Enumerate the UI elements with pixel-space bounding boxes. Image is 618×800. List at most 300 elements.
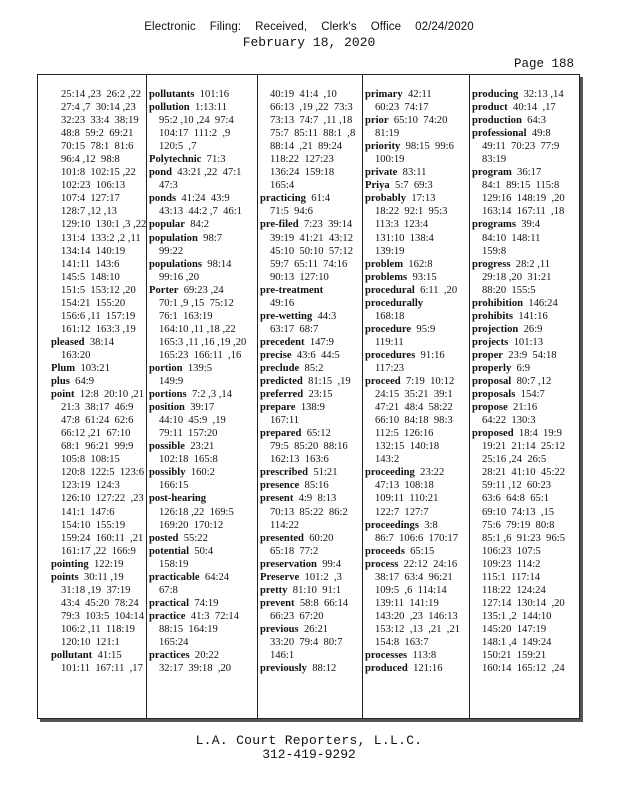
index-page-line-refs: 47:21 48:4 58:22 — [375, 402, 453, 414]
index-entry-continuation — [51, 492, 146, 505]
index-entry-continuation — [472, 466, 578, 479]
index-page-line-refs: 26:9 — [523, 323, 543, 335]
index-page-line-refs: 23:15 — [308, 389, 333, 401]
index-page-line-refs: 74:19 — [194, 597, 219, 609]
index-page-line-refs: 113:3 123:4 — [375, 219, 429, 231]
index-page-line-refs: 138:9 — [300, 402, 325, 414]
index-entry-continuation — [365, 610, 469, 623]
index-entry — [51, 649, 146, 662]
index-entry — [51, 571, 146, 584]
index-entry — [149, 492, 256, 505]
index-page-line-refs: 69:10 74:13 ,15 — [482, 506, 555, 518]
index-page-line-refs: 65:10 74:20 — [393, 115, 448, 127]
index-page-line-refs: 70:15 78:1 81:6 — [61, 141, 134, 153]
index-page-line-refs: 101:11 167:11 ,17 — [61, 663, 143, 675]
index-page-line-refs: 60:23 74:17 — [375, 102, 429, 114]
index-entry-continuation — [260, 88, 362, 101]
index-entry — [472, 218, 578, 231]
index-page-line-refs: 115:1 117:14 — [482, 571, 541, 583]
index-entry-continuation — [149, 558, 256, 571]
index-page-line-refs: 131:4 133:2 ,2 ,11 — [61, 232, 141, 244]
index-entry-continuation — [260, 179, 362, 192]
index-entry — [472, 401, 578, 414]
index-headword: portion — [149, 362, 183, 374]
index-headword: precedent — [260, 336, 305, 348]
index-page-line-refs: 158:19 — [159, 558, 189, 570]
index-page-line-refs: 81:15 ,19 — [308, 376, 351, 388]
index-page-line-refs: 85:1 ,6 91:23 96:5 — [482, 532, 565, 544]
index-entry — [472, 88, 578, 101]
index-entry-continuation — [365, 479, 469, 492]
index-page-line-refs: 165:24 — [159, 636, 189, 648]
index-entry-continuation — [365, 218, 469, 231]
index-entry-continuation — [51, 519, 146, 532]
index-page-line-refs: 106:2 ,11 118:19 — [61, 623, 135, 635]
index-page-line-refs: 103:21 — [80, 362, 110, 374]
index-headword: production — [472, 115, 522, 127]
stamp-word: Clerk's — [321, 21, 357, 33]
index-entry-continuation — [472, 519, 578, 532]
index-entry-continuation — [51, 232, 146, 245]
index-entry-continuation — [149, 519, 256, 532]
index-headword: procedurally — [365, 297, 424, 309]
index-entry-continuation — [149, 453, 256, 466]
index-page-line-refs: 79:11 157:20 — [159, 428, 218, 440]
index-entry-continuation — [149, 479, 256, 492]
index-entry — [149, 532, 256, 545]
index-page-line-refs: 98:15 99:6 — [405, 141, 454, 153]
index-page-line-refs: 60:20 — [309, 532, 334, 544]
index-entry-continuation — [472, 584, 578, 597]
index-page-line-refs: 166:15 — [159, 480, 189, 492]
index-headword: prescribed — [260, 467, 309, 479]
index-page-line-refs: 7:23 39:14 — [303, 219, 353, 231]
index-page-line-refs: 146:1 — [270, 650, 295, 662]
index-entry-continuation — [51, 623, 146, 636]
index-headword: potential — [149, 545, 190, 557]
index-page-line-refs: 24:15 35:21 39:1 — [375, 389, 453, 401]
index-entry-continuation — [472, 453, 578, 466]
index-page-line-refs: 151:5 153:12 ,20 — [61, 284, 136, 296]
index-headword: ponds — [149, 193, 177, 205]
index-page-line-refs: 66:23 67:20 — [270, 610, 324, 622]
index-headword: properly — [472, 362, 512, 374]
index-entry-continuation — [365, 245, 469, 258]
index-page-line-refs: 36:17 — [517, 167, 542, 179]
index-entry-continuation — [365, 362, 469, 375]
index-page-line-refs: 150:21 159:21 — [482, 650, 547, 662]
index-headword: pond — [149, 167, 172, 179]
index-headword: projects — [472, 336, 509, 348]
index-entry-continuation — [260, 506, 362, 519]
index-page-line-refs: 135:1 ,2 144:10 — [482, 610, 552, 622]
hearing-date: February 18, 2020 — [242, 35, 376, 50]
index-headword: Polytechnic — [149, 154, 202, 166]
index-entry-continuation — [472, 271, 578, 284]
index-headword: propose — [472, 402, 508, 414]
index-page-line-refs: 154:10 155:19 — [61, 519, 126, 531]
index-entry — [472, 388, 578, 401]
index-page-line-refs: 48:8 59:2 69:21 — [61, 128, 134, 140]
index-entry — [365, 166, 469, 179]
index-page-line-refs: 93:15 — [412, 271, 437, 283]
index-page-line-refs: 5:7 69:3 — [395, 180, 433, 192]
index-page-line-refs: 139:5 — [187, 362, 212, 374]
index-entry-continuation — [51, 662, 146, 675]
index-entry-continuation — [149, 336, 256, 349]
index-entry-continuation — [51, 205, 146, 218]
index-entry-continuation — [365, 388, 469, 401]
index-page-line-refs: 109:5 ,6 114:14 — [375, 584, 447, 596]
column-divider — [146, 75, 147, 718]
index-page-line-refs: 128:7 ,12 ,13 — [61, 206, 117, 218]
index-page-line-refs: 75:6 79:19 80:8 — [482, 519, 555, 531]
index-page-line-refs: 95:2 ,10 ,24 97:4 — [159, 115, 234, 127]
index-entry-continuation — [51, 88, 146, 101]
index-entry-continuation — [51, 427, 146, 440]
index-entry-continuation — [472, 532, 578, 545]
index-page-line-refs: 20:22 — [194, 650, 220, 662]
index-entry-continuation — [260, 232, 362, 245]
index-page-line-refs: 4:9 8:13 — [298, 493, 337, 505]
index-page-line-refs: 102:23 106:13 — [61, 180, 126, 192]
index-column-1 — [51, 88, 146, 714]
index-entry-continuation — [149, 127, 256, 140]
index-headword: prior — [365, 115, 389, 127]
index-entry — [472, 258, 578, 271]
index-entry — [149, 440, 256, 453]
index-entry — [260, 532, 362, 545]
index-entry — [260, 662, 362, 675]
index-page-line-refs: 101:16 — [199, 89, 230, 100]
index-entry-continuation — [365, 427, 469, 440]
index-page-line-refs: 79:3 103:5 104:14 — [61, 610, 144, 622]
index-entry — [365, 519, 469, 532]
index-entry — [260, 218, 362, 231]
index-headword: plus — [51, 376, 70, 388]
index-page-line-refs: 65:15 — [410, 545, 435, 557]
index-page-line-refs: 25:14 ,23 26:2 ,22 — [61, 89, 142, 100]
index-headword: popular — [149, 219, 185, 231]
index-entry-continuation — [51, 479, 146, 492]
index-entry — [365, 271, 469, 284]
index-headword: problems — [365, 271, 408, 283]
index-page-line-refs: 131:10 138:4 — [375, 232, 434, 244]
index-page-line-refs: 3:8 — [424, 519, 438, 531]
index-entry-continuation — [472, 649, 578, 662]
index-headword: position — [149, 402, 185, 414]
index-page-line-refs: 47:13 108:18 — [375, 480, 434, 492]
index-headword: posted — [149, 532, 179, 544]
index-headword: predicted — [260, 376, 303, 388]
index-page-line-refs: 132:15 140:18 — [375, 441, 440, 453]
index-entry-continuation — [149, 114, 256, 127]
index-page-line-refs: 83:19 — [482, 154, 507, 166]
index-page-line-refs: 126:10 127:22 ,23 — [61, 493, 144, 505]
index-headword: pleased — [51, 336, 85, 348]
index-entry-continuation — [365, 127, 469, 140]
index-entry — [149, 401, 256, 414]
index-entry — [365, 349, 469, 362]
index-page-line-refs: 163:14 167:11 ,18 — [482, 206, 565, 218]
index-page-line-refs: 84:1 89:15 115:8 — [482, 180, 560, 192]
index-entry-continuation — [472, 192, 578, 205]
index-page-line-refs: 29:18 ,20 31:21 — [482, 271, 552, 283]
index-page-line-refs: 71:3 — [206, 154, 226, 166]
index-page-line-refs: 67:8 — [159, 584, 178, 596]
index-page-line-refs: 109:23 114:2 — [482, 558, 541, 570]
index-entry-continuation — [51, 610, 146, 623]
index-entry-continuation — [260, 258, 362, 271]
index-entry — [365, 284, 469, 297]
index-entry-continuation — [51, 584, 146, 597]
index-headword: pre-filed — [260, 219, 299, 231]
index-entry — [472, 310, 578, 323]
index-entry-continuation — [51, 636, 146, 649]
index-page-line-refs: 73:13 74:7 ,11 ,18 — [270, 115, 353, 127]
index-entry-continuation — [149, 662, 256, 675]
index-entry-continuation — [149, 179, 256, 192]
index-page-line-refs: 129:10 130:1 ,3 ,22 — [61, 219, 146, 231]
index-page-line-refs: 118:22 127:23 — [270, 154, 334, 166]
index-page-line-refs: 139:19 — [375, 245, 405, 257]
index-page-line-refs: 55:22 — [183, 532, 208, 544]
index-page-line-refs: 43:6 44:5 — [296, 349, 340, 361]
index-page-line-refs: 101:13 — [513, 336, 544, 348]
index-entry — [260, 375, 362, 388]
index-page-line-refs: 165:4 — [270, 180, 295, 192]
index-entry-continuation — [51, 349, 146, 362]
index-page-line-refs: 66:12 ,21 67:10 — [61, 428, 131, 440]
index-headword: primary — [365, 89, 403, 100]
index-entry — [260, 349, 362, 362]
index-page-line-refs: 22:12 24:16 — [403, 558, 458, 570]
index-entry-continuation — [472, 205, 578, 218]
index-headword: process — [365, 558, 399, 570]
index-entry-continuation — [260, 636, 362, 649]
index-entry — [365, 179, 469, 192]
index-entry-continuation — [365, 101, 469, 114]
index-entry-continuation — [260, 140, 362, 153]
index-page-line-refs: 39:17 — [190, 402, 215, 414]
index-page-line-refs: 95:9 — [416, 323, 436, 335]
index-page-line-refs: 76:1 163:19 — [159, 310, 213, 322]
index-page-line-refs: 114:22 — [270, 519, 300, 531]
index-page-line-refs: 139:11 141:19 — [375, 597, 439, 609]
index-entry-continuation — [365, 440, 469, 453]
index-headword: prepare — [260, 402, 296, 414]
index-page-line-refs: 79:5 85:20 88:16 — [270, 441, 348, 453]
index-entry — [472, 336, 578, 349]
index-column-2 — [149, 88, 256, 714]
column-divider — [257, 75, 258, 718]
index-headword: proposal — [472, 376, 512, 388]
index-headword: pretty — [260, 584, 288, 596]
index-entry-continuation — [472, 662, 578, 675]
index-page-line-refs: 153:12 ,13 ,21 ,21 — [375, 623, 461, 635]
index-headword: portions — [149, 389, 187, 401]
index-page-line-refs: 43:4 45:20 78:24 — [61, 597, 139, 609]
index-page-line-refs: 168:18 — [375, 310, 405, 322]
index-entry — [149, 218, 256, 231]
index-page-line-refs: 64:9 — [75, 376, 94, 388]
index-headword: prohibits — [472, 310, 514, 322]
index-headword: proceeding — [365, 467, 415, 479]
index-entry — [260, 623, 362, 636]
index-entry-continuation — [51, 114, 146, 127]
index-entry — [472, 127, 578, 140]
index-page-line-refs: 121:16 — [413, 663, 443, 675]
index-page-line-refs: 50:4 — [194, 545, 214, 557]
index-headword: prepared — [260, 428, 302, 440]
index-entry — [260, 597, 362, 610]
index-headword: professional — [472, 128, 527, 140]
index-page-line-refs: 51:21 — [313, 467, 338, 479]
index-headword: processes — [365, 650, 408, 662]
index-page-line-refs: 71:5 94:6 — [270, 206, 313, 218]
index-entry-continuation — [365, 623, 469, 636]
index-entry — [51, 375, 146, 388]
index-page-line-refs: 141:16 — [518, 310, 548, 322]
stamp-word: Electronic — [144, 21, 196, 33]
index-page-line-refs: 134:14 140:19 — [61, 245, 126, 257]
index-headword: pollutant — [51, 650, 93, 662]
index-entry — [365, 662, 469, 675]
index-entry-continuation — [472, 545, 578, 558]
index-entry-continuation — [260, 453, 362, 466]
index-page-line-refs: 164:10 ,11 ,18 ,22 — [159, 323, 236, 335]
index-page-line-refs: 66:13 ,19 ,22 73:3 — [270, 102, 353, 114]
index-entry-continuation — [472, 414, 578, 427]
index-entry — [365, 192, 469, 205]
index-entry — [149, 597, 256, 610]
index-entry-continuation — [149, 349, 256, 362]
index-entry-continuation — [51, 297, 146, 310]
index-page-line-refs: 119:11 — [375, 336, 404, 348]
index-headword: possible — [149, 441, 185, 453]
index-entry-continuation — [260, 166, 362, 179]
index-headword: Priya — [365, 180, 390, 192]
index-entry-continuation — [472, 636, 578, 649]
index-page-line-refs: 143:2 — [375, 454, 400, 466]
index-headword: proceedings — [365, 519, 419, 531]
index-headword: pollution — [149, 102, 190, 114]
court-reporter-name: L.A. Court Reporters, L.L.C. — [195, 733, 423, 748]
index-entry — [260, 284, 362, 297]
index-headword: previously — [260, 663, 307, 675]
index-page-line-refs: 81:10 91:1 — [292, 584, 342, 596]
index-page-line-refs: 161:12 163:3 ,19 — [61, 323, 136, 335]
index-headword: present — [260, 493, 294, 505]
index-page-line-refs: 75:7 85:11 88:1 ,8 — [270, 128, 356, 140]
index-entry-continuation — [149, 623, 256, 636]
index-entry-continuation — [472, 153, 578, 166]
index-page-line-refs: 101:2 ,3 — [304, 571, 342, 583]
index-entry-continuation — [365, 205, 469, 218]
index-entry-continuation — [149, 323, 256, 336]
index-headword: proceed — [365, 376, 401, 388]
page-number: Page 188 — [513, 57, 574, 71]
index-page-line-refs: 149:9 — [159, 376, 184, 388]
index-page-line-refs: 118:22 124:24 — [482, 584, 546, 596]
index-entry-continuation — [51, 245, 146, 258]
index-entry — [365, 545, 469, 558]
index-column-5 — [472, 88, 578, 714]
index-entry-continuation — [260, 153, 362, 166]
stamp-word: Filing: — [209, 21, 242, 33]
index-entry-continuation — [472, 140, 578, 153]
index-entry-continuation — [365, 584, 469, 597]
index-entry-continuation — [260, 101, 362, 114]
index-page-line-refs: 40:14 ,17 — [513, 102, 556, 114]
index-entry-continuation — [260, 245, 362, 258]
index-entry-continuation — [472, 284, 578, 297]
index-page-line-refs: 64:3 — [527, 115, 546, 127]
index-entry — [260, 584, 362, 597]
index-page-line-refs: 122:19 — [93, 558, 124, 570]
index-entry — [260, 310, 362, 323]
index-page-line-refs: 18:4 19:9 — [518, 428, 562, 440]
index-page-line-refs: 32:13 ,14 — [523, 89, 564, 100]
index-headword: presence — [260, 480, 300, 492]
index-entry-continuation — [365, 492, 469, 505]
index-headword: pre-wetting — [260, 310, 313, 322]
index-entry-continuation — [51, 101, 146, 114]
index-page-line-refs: 81:19 — [375, 128, 400, 140]
index-headword: probably — [365, 193, 407, 205]
index-headword: product — [472, 102, 508, 114]
index-entry-continuation — [149, 584, 256, 597]
index-headword: proper — [472, 349, 503, 361]
index-page-line-refs: 123:19 124:3 — [61, 480, 120, 492]
index-entry-continuation — [260, 297, 362, 310]
index-page-line-refs: 19:21 21:14 25:12 — [482, 441, 565, 453]
index-entry-continuation — [472, 232, 578, 245]
index-entry — [365, 114, 469, 127]
index-page-line-refs: 86:7 106:6 170:17 — [375, 532, 458, 544]
index-headword: pollutants — [149, 89, 195, 100]
index-headword: progress — [472, 258, 511, 270]
index-headword: producing — [472, 89, 519, 100]
stamp-word: 02/24/2020 — [415, 21, 474, 33]
index-page-line-refs: 68:1 96:21 99:9 — [61, 441, 134, 453]
index-column-4 — [365, 88, 469, 714]
index-entry-continuation — [51, 192, 146, 205]
index-headword: points — [51, 571, 79, 583]
index-entry-continuation — [260, 545, 362, 558]
index-entry-continuation — [472, 479, 578, 492]
index-page-line-refs: 7:2 ,3 ,14 — [191, 389, 233, 401]
index-page-line-refs: 90:13 127:10 — [270, 271, 329, 283]
index-entry — [149, 153, 256, 166]
index-entry-continuation — [260, 114, 362, 127]
index-entry-continuation — [51, 310, 146, 323]
index-entry — [149, 388, 256, 401]
index-entry — [149, 362, 256, 375]
index-entry-continuation — [51, 506, 146, 519]
index-entry — [365, 140, 469, 153]
index-entry-continuation — [260, 271, 362, 284]
index-headword: program — [472, 167, 512, 179]
index-headword: preservation — [260, 558, 317, 570]
index-entry-continuation — [149, 375, 256, 388]
index-column-3 — [260, 88, 362, 714]
index-headword: precise — [260, 349, 292, 361]
index-entry-continuation — [51, 127, 146, 140]
index-headword: procedural — [365, 284, 415, 296]
index-entry-continuation — [51, 258, 146, 271]
index-page-line-refs: 1:13:11 — [194, 102, 227, 114]
